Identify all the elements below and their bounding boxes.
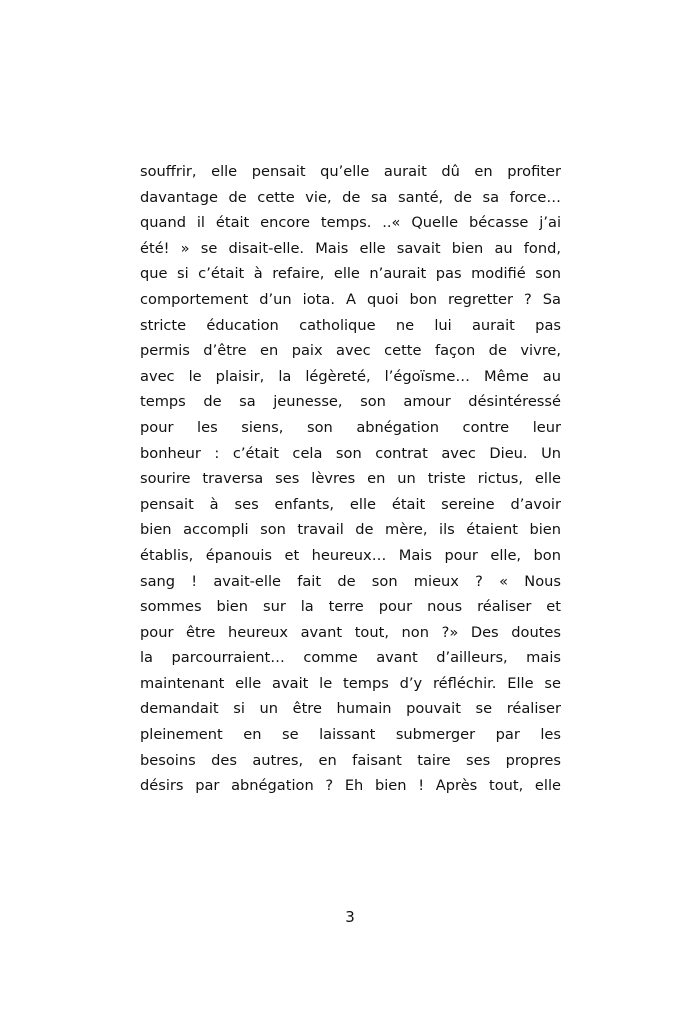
text-line: stricte éducation catholique ne lui aurait pas	[140, 316, 561, 334]
text-line: que si c’était à refaire, elle n’aurait pas modifié son	[140, 265, 561, 283]
text-line: avec le plaisir, la légèreté, l’égoïsme… Même au	[140, 367, 561, 385]
text-line: été! » se disait-elle. Mais elle savait bien au fond,	[140, 239, 561, 257]
text-line: demandait si un être humain pouvait se réaliser	[140, 700, 561, 718]
text-line: davantage de cette vie, de sa santé, de sa force…	[140, 188, 561, 206]
text-line: bonheur : c’était cela son contrat avec Dieu. Un	[140, 444, 561, 462]
text-line: pleinement en se laissant submerger par les	[140, 726, 561, 744]
text-line: bien accompli son travail de mère, ils étaient bien	[140, 521, 561, 539]
text-line: pour être heureux avant tout, non ?» Des doutes	[140, 623, 561, 641]
text-line: sourire traversa ses lèvres en un triste rictus, elle	[140, 470, 561, 488]
text-line: souffrir, elle pensait qu’elle aurait dû en profiter	[140, 163, 561, 180]
text-line: sang ! avait-elle fait de son mieux ? « Nous	[140, 572, 561, 590]
page-number: 3	[345, 908, 355, 926]
text-line: pensait à ses enfants, elle était sereine d’avoir	[140, 495, 561, 513]
text-line: désirs par abnégation ? Eh bien ! Après tout, elle	[140, 777, 561, 795]
text-line: permis d’être en paix avec cette façon de vivre,	[140, 342, 561, 360]
text-line: établis, épanouis et heureux… Mais pour elle, bon	[140, 546, 561, 564]
text-line: la parcourraient… comme avant d’ailleurs, mais	[140, 649, 561, 667]
text-line: besoins des autres, en faisant taire ses propres	[140, 751, 561, 769]
text-line: temps de sa jeunesse, son amour désintéressé	[140, 393, 561, 411]
text-line: sommes bien sur la terre pour nous réaliser et	[140, 598, 561, 616]
text-line: maintenant elle avait le temps d’y réfléchir. Elle se	[140, 674, 561, 692]
text-line: comportement d’un iota. A quoi bon regretter ? Sa	[140, 290, 561, 308]
text-line: quand il était encore temps. ..« Quelle bécasse j’ai	[140, 214, 561, 232]
body-text	[140, 159, 561, 799]
text-line: pour les siens, son abnégation contre leur	[140, 418, 561, 436]
